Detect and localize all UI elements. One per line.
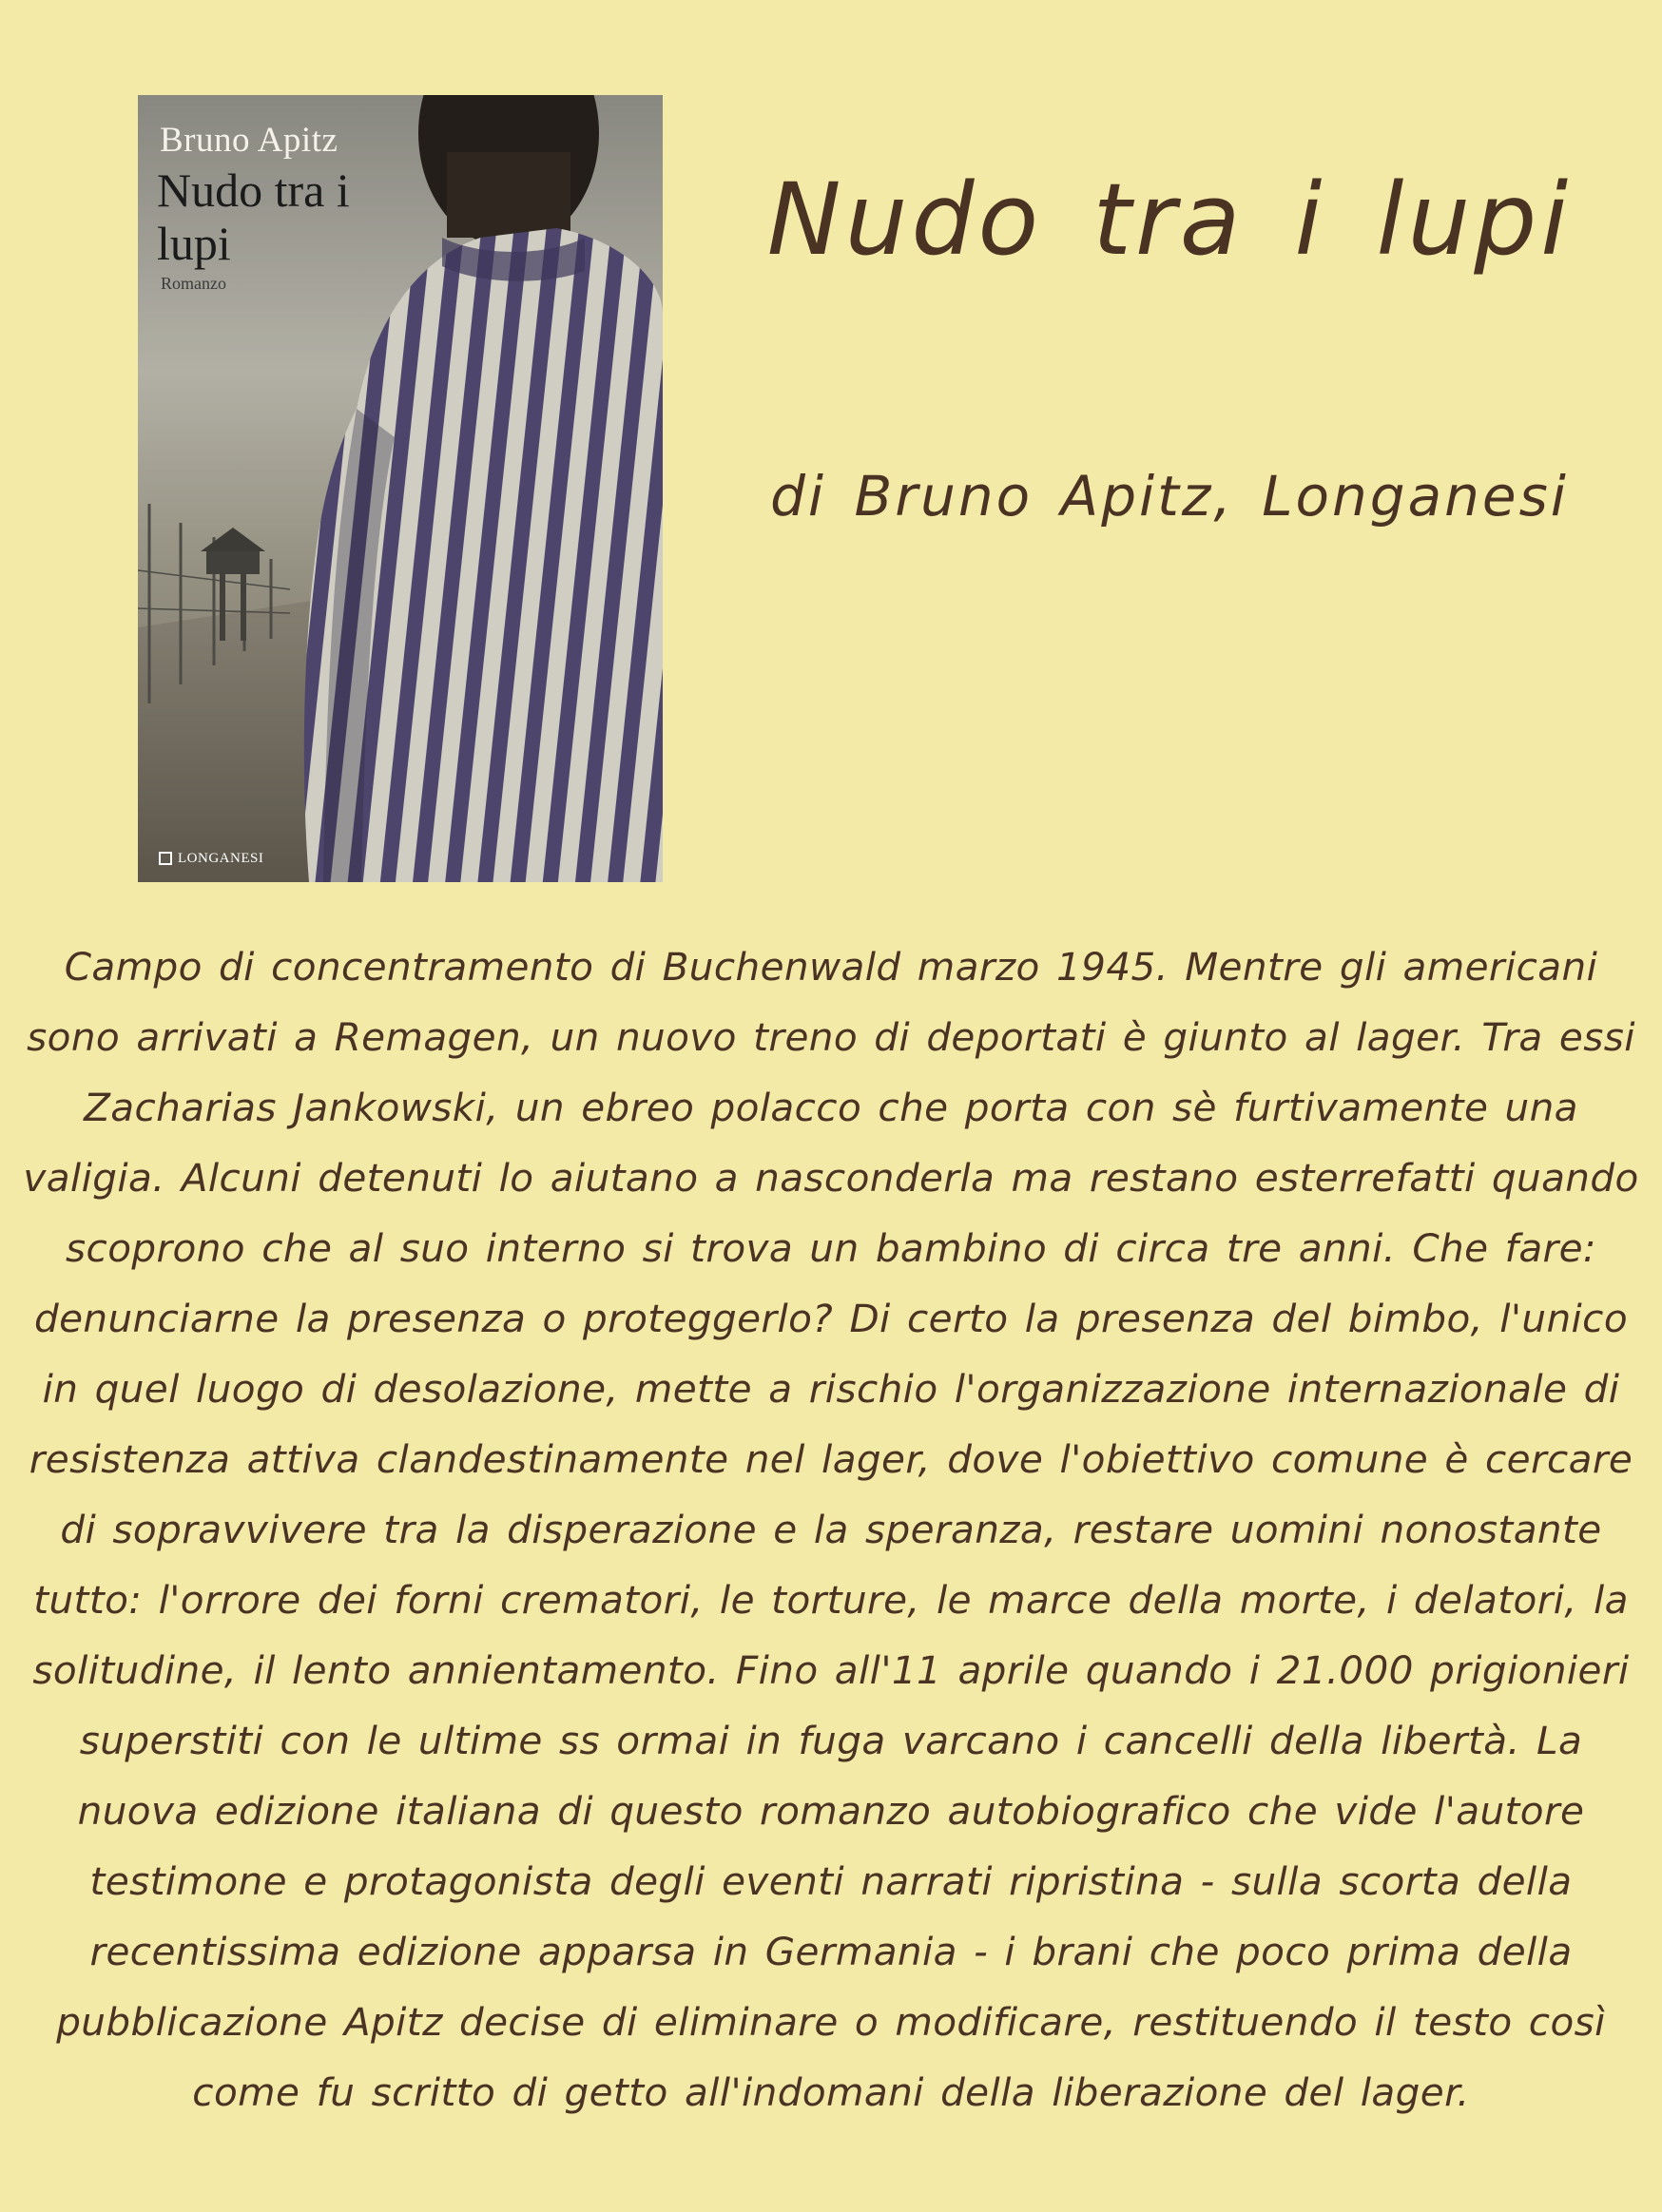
cover-publisher <box>159 851 263 867</box>
book-cover <box>138 95 663 882</box>
cover-author: Bruno Apitz <box>160 121 338 160</box>
synopsis-text: Campo di concentramento di Buchenwald marzo 1945. Mentre gli americani sono arrivati a Remagen, un nuovo treno di deportati è giunto al lager. Tra essi Zacharias Jankowski, un ebreo polacco che porta con sè furtivamente una valigia. Alcuni detenuti lo aiutano a nasconderla ma restano esterrefatti quando scoprono che al suo interno si trova un bambino di circa tre anni. Che fare: denunciarne la presenza o proteggerlo? Di certo la presenza del bimbo, l'unico in quel luogo di desolazione, mette a rischio l'organizzazione internazionale di resistenza attiva clandestinamente nel lager, dove l'obiettivo comune è cercare di sopravvivere tra la disperazione e la speranza, restare uomini nonostante tutto: l'orrore dei forni crematori, le torture, le marce della morte, i delatori, la solitudine, il lento annientamento. Fino all'11 aprile quando i 21.000 prigionieri superstiti con le ultime ss ormai in fuga varcano i cancelli della libertà. La nuova edizione italiana di questo romanzo autobiografico che vide l'autore testimone e protagonista degli eventi narrati ripristina - sulla scorta della recentissima edizione apparsa in Germania - i brani che poco prima della pubblicazione Apitz decise di eliminare o modificare, restituendo il testo così come fu scritto di getto all'indomani della liberazione del lager. <box>23 944 1639 2115</box>
author-publisher-byline: di Bruno Apitz, Longanesi <box>770 464 1569 529</box>
cover-subtitle: Romanzo <box>161 274 226 293</box>
book-title: Nudo tra i lupi <box>766 162 1573 278</box>
cover-title: Nudo tra i lupi <box>157 163 350 270</box>
cover-publisher-name: LONGANESI <box>178 851 264 866</box>
